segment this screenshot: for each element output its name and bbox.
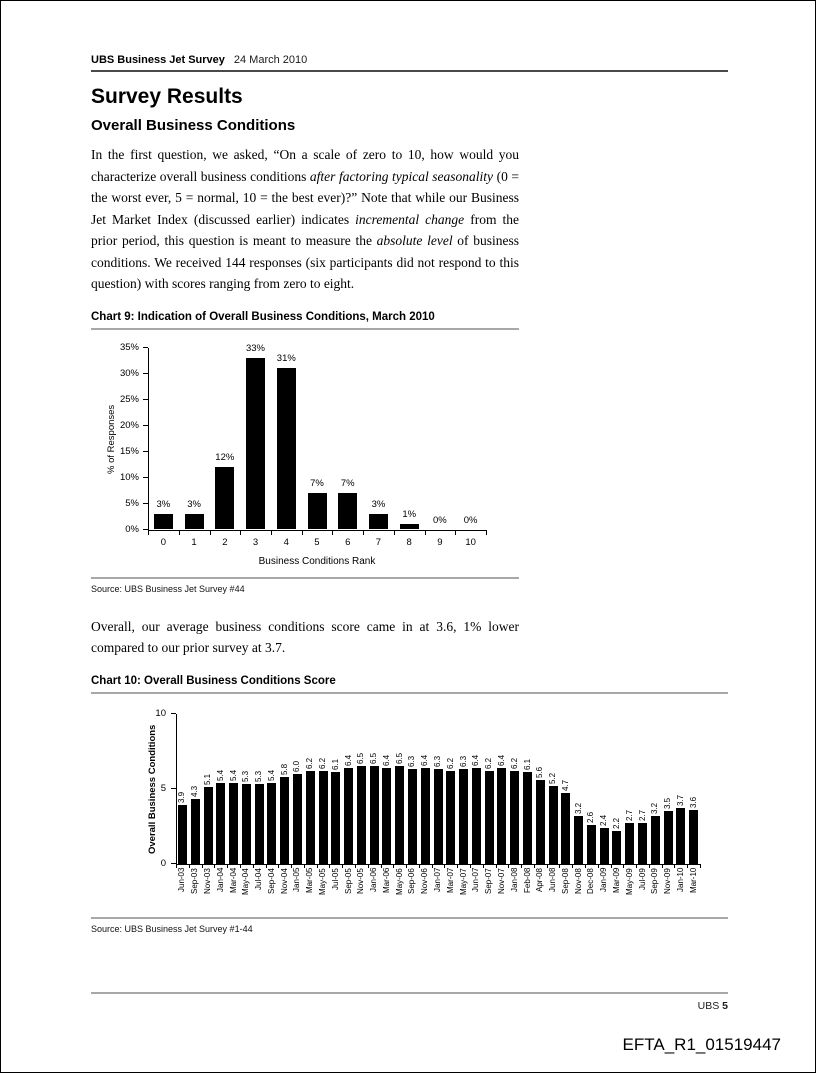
x-axis-tick: [700, 864, 701, 868]
x-axis-tick: [444, 864, 445, 868]
bar-value-label: 31%: [276, 353, 296, 365]
y-tick-label: 10: [155, 707, 166, 719]
y-tick-label: 5%: [125, 497, 139, 509]
paragraph-intro: [91, 144, 519, 295]
x-axis-tick: [317, 864, 318, 868]
bar-value-label: 3.9: [177, 791, 187, 803]
x-tick-label: Dec-08: [586, 867, 596, 894]
bar: [204, 787, 213, 864]
x-axis-tick: [649, 864, 650, 868]
section-title: Survey Results: [91, 85, 243, 108]
x-tick-label: May-04: [241, 867, 251, 895]
chart9-caption: Chart 9: Indication of Overall Business Conditions, March 2010: [91, 310, 435, 323]
x-tick-label: Sep-06: [407, 867, 417, 894]
x-tick-label: Jan-08: [509, 867, 519, 892]
x-tick-label: Mar-05: [305, 867, 315, 893]
x-tick-label: Mar-10: [688, 867, 698, 893]
bar: [293, 774, 302, 864]
x-axis-tick: [559, 864, 560, 868]
x-axis-tick: [189, 864, 190, 868]
bar: [472, 768, 481, 864]
x-tick-label: Sep-07: [484, 867, 494, 894]
y-axis-tick: [171, 713, 176, 714]
chart10-bar-chart: [91, 696, 728, 912]
bar: [369, 514, 388, 530]
x-tick-label: May-05: [318, 867, 327, 895]
chart9-top-rule: [91, 328, 519, 330]
chart9-bottom-rule: [91, 577, 519, 579]
bar: [638, 823, 647, 864]
x-axis-tick: [521, 864, 522, 868]
x-axis-tick: [302, 530, 303, 535]
x-tick-label: 9: [437, 536, 443, 548]
x-tick-label: Mar-09: [611, 867, 621, 893]
bar-value-label: 2.2: [611, 817, 621, 829]
x-axis-title: Business Conditions Rank: [258, 555, 376, 567]
x-axis-tick: [636, 864, 637, 868]
x-tick-label: Nov-06: [420, 867, 430, 894]
y-axis-tick: [143, 399, 148, 400]
bar: [267, 783, 276, 864]
x-tick-label: 3: [252, 536, 259, 548]
bar-value-label: 6.3: [458, 755, 468, 767]
x-axis-tick: [611, 864, 612, 868]
x-tick-label: Sep-04: [266, 867, 276, 894]
x-axis-tick: [271, 530, 272, 535]
bar-value-label: 6.4: [343, 754, 353, 766]
bar: [561, 793, 570, 864]
bar-value-label: 5.8: [279, 763, 289, 775]
bar-value-label: 6.2: [484, 757, 494, 769]
bar-value-label: 5.4: [228, 769, 238, 781]
bar: [408, 769, 417, 864]
page-content: [91, 1, 728, 934]
x-tick-label: Mar-04: [228, 867, 238, 893]
x-tick-label: Jan-09: [599, 867, 609, 892]
bar: [229, 783, 238, 864]
bar: [216, 783, 225, 864]
bar-value-label: 6.2: [318, 757, 327, 769]
x-tick-label: 1: [191, 536, 197, 548]
x-axis-tick: [214, 864, 215, 868]
bar-value-label: 3.2: [650, 802, 660, 814]
x-axis-tick: [547, 864, 548, 868]
text-run: from the prior period, this question is meant to measure the: [91, 211, 519, 248]
bar: [536, 780, 545, 864]
y-axis-tick: [143, 347, 148, 348]
x-tick-label: Nov-08: [573, 867, 583, 894]
bar: [497, 768, 506, 864]
bar-value-label: 2.7: [624, 809, 634, 821]
x-axis-tick: [266, 864, 267, 868]
x-axis-tick: [291, 864, 292, 868]
bar: [600, 828, 609, 864]
bar-value-label: 3%: [156, 498, 171, 510]
chart9-source: Source: UBS Business Jet Survey #44: [91, 583, 245, 594]
bar-value-label: 1%: [402, 509, 417, 521]
bar: [178, 805, 187, 864]
bar-value-label: 5.2: [548, 772, 557, 784]
x-tick-label: Nov-09: [663, 867, 672, 894]
x-axis-tick: [508, 864, 509, 868]
bar: [434, 769, 443, 864]
x-tick-label: 2: [222, 536, 228, 548]
x-tick-label: May-07: [458, 867, 468, 895]
bar: [421, 768, 430, 864]
x-tick-label: 0: [160, 536, 166, 548]
bar-value-label: 0%: [433, 514, 447, 526]
x-axis-tick: [210, 530, 211, 535]
x-axis-tick: [278, 864, 279, 868]
bar-value-label: 6.1: [330, 758, 340, 770]
bar-value-label: 6.2: [445, 757, 455, 769]
y-axis-tick: [143, 373, 148, 374]
bar: [357, 766, 366, 864]
x-axis-tick: [304, 864, 305, 868]
footer-page: 5: [722, 1000, 728, 1012]
y-tick-label: 0: [160, 857, 166, 869]
x-axis-tick: [202, 864, 203, 868]
bar: [242, 784, 251, 864]
chart10-bottom-rule: [91, 917, 728, 919]
x-axis-tick: [598, 864, 599, 868]
x-axis-tick: [486, 530, 487, 535]
x-tick-label: Jul-05: [330, 867, 340, 890]
y-tick-label: 20%: [119, 419, 139, 431]
subsection-title: Overall Business Conditions: [91, 117, 296, 134]
bar-value-label: 6.4: [496, 754, 506, 766]
y-axis-tick: [171, 788, 176, 789]
y-axis-title: Overall Business Conditions: [147, 723, 158, 854]
bar: [185, 514, 204, 530]
bar: [574, 816, 583, 864]
x-axis-tick: [687, 864, 688, 868]
bar-value-label: 6.3: [433, 755, 442, 767]
bar-value-label: 2.7: [637, 809, 647, 821]
x-tick-label: Jan-07: [433, 867, 442, 892]
bar-value-label: 3.5: [663, 797, 672, 809]
x-axis-tick: [227, 864, 228, 868]
y-tick-label: 10%: [119, 471, 139, 483]
document-id: EFTA_R1_01519447: [622, 1035, 781, 1054]
x-tick-label: 5: [314, 536, 320, 548]
chart10-source: Source: UBS Business Jet Survey #1-44: [91, 923, 253, 934]
x-axis-tick: [148, 530, 149, 535]
bar-value-label: 5.6: [535, 766, 545, 778]
bar-value-label: 4.3: [190, 785, 200, 797]
x-tick-label: Mar-07: [445, 867, 455, 893]
bar-value-label: 6.5: [394, 752, 404, 764]
bar: [370, 766, 379, 864]
y-tick-label: 0%: [125, 523, 139, 535]
x-axis-tick: [457, 864, 458, 868]
bar-value-label: 3.7: [675, 794, 685, 806]
bar: [587, 825, 596, 864]
y-axis-tick: [143, 425, 148, 426]
bar-value-label: 6.4: [381, 754, 391, 766]
x-axis-tick: [363, 530, 364, 535]
bar: [246, 358, 265, 530]
bar-value-label: 0%: [463, 514, 478, 526]
x-tick-label: May-06: [394, 867, 404, 895]
italic-text-run: incremental change: [355, 211, 465, 227]
bar-value-label: 12%: [215, 452, 235, 464]
x-axis-tick: [179, 530, 180, 535]
x-tick-label: Feb-08: [522, 867, 532, 893]
y-axis-tick: [143, 451, 148, 452]
bar-value-label: 7%: [340, 478, 355, 490]
x-axis-tick: [455, 530, 456, 535]
x-axis-tick: [240, 864, 241, 868]
page-footer: [91, 987, 728, 1012]
x-tick-label: Jul-09: [637, 867, 647, 890]
bar: [485, 771, 494, 864]
bar-value-label: 6.1: [522, 758, 532, 770]
bar-value-label: 6.3: [407, 755, 417, 767]
y-tick-label: 5: [160, 782, 166, 794]
italic-text-run: absolute level: [376, 233, 453, 248]
doc-header-date: 24 March 2010: [233, 54, 308, 66]
x-axis-tick: [585, 864, 586, 868]
x-tick-label: 8: [406, 536, 412, 548]
bar: [523, 772, 532, 864]
bar-value-label: 5.1: [203, 773, 212, 785]
x-axis-tick: [534, 864, 535, 868]
bar-value-label: 6.4: [420, 754, 430, 766]
bar: [338, 493, 357, 529]
x-tick-label: Nov-07: [496, 867, 506, 894]
x-tick-label: 4: [283, 536, 289, 548]
bar-value-label: 7%: [310, 478, 324, 490]
x-tick-label: Nov-04: [279, 867, 289, 894]
bar: [382, 768, 391, 864]
x-tick-label: Sep-08: [560, 867, 570, 894]
x-tick-label: Nov-05: [356, 867, 366, 894]
bar: [191, 799, 200, 864]
x-axis-tick: [332, 530, 333, 535]
chart10-top-rule: [91, 692, 728, 694]
x-tick-label: 6: [345, 536, 351, 548]
bar-value-label: 3%: [371, 498, 386, 510]
x-tick-label: 7: [375, 536, 382, 548]
x-axis-tick: [240, 530, 241, 535]
x-tick-label: Jan-10: [675, 867, 685, 892]
x-axis-tick: [419, 864, 420, 868]
y-tick-label: 30%: [119, 367, 139, 379]
bar: [154, 514, 173, 530]
bar-value-label: 3.6: [688, 796, 698, 808]
y-tick-label: 25%: [119, 393, 139, 405]
x-axis-tick: [253, 864, 254, 868]
x-axis-tick: [674, 864, 675, 868]
x-axis-tick: [662, 864, 663, 868]
text-run: (0 = the worst ever, 5 = normal, 10 = the best ever)?” Note that while our Business Jet Market Index (discussed earlier) indicates: [91, 168, 519, 227]
bar-value-label: 33%: [245, 342, 265, 354]
bar: [510, 771, 519, 864]
x-tick-label: Sep-03: [190, 867, 200, 894]
x-axis-tick: [393, 864, 394, 868]
bar: [344, 768, 353, 864]
bar-value-label: 3%: [187, 498, 201, 510]
bar-value-label: 2.6: [586, 811, 596, 823]
text-run: of business conditions. We received 144 responses (six participants did not respond to this question) with scores ranging from zero to eight.: [91, 233, 519, 291]
x-tick-label: Sep-05: [343, 867, 353, 894]
x-tick-label: Apr-08: [535, 867, 545, 892]
bar-value-label: 2.4: [599, 814, 609, 826]
bar: [319, 771, 328, 864]
x-tick-label: Jun-03: [177, 867, 187, 892]
bar-value-label: 5.3: [254, 770, 264, 782]
bar: [306, 771, 315, 864]
footer-rule: [91, 992, 728, 994]
paragraph-average-score: Overall, our average business conditions score came in at 3.6, 1% lower compared to our prior survey at 3.7.: [91, 618, 519, 655]
doc-header-title: UBS Business Jet Survey: [91, 54, 225, 66]
x-tick-label: Mar-06: [381, 867, 391, 893]
y-axis-tick: [143, 477, 148, 478]
bar: [459, 769, 468, 864]
x-axis-tick: [425, 530, 426, 535]
bar-value-label: 5.4: [215, 769, 225, 781]
bar-value-label: 6.5: [369, 752, 379, 764]
chart10-caption: Chart 10: Overall Business Conditions Score: [91, 674, 336, 687]
bar-value-label: 6.4: [471, 754, 481, 766]
x-axis-tick: [368, 864, 369, 868]
italic-text-run: after factoring typical seasonality: [309, 168, 494, 184]
x-axis-tick: [381, 864, 382, 868]
x-tick-label: Jul-04: [254, 867, 264, 890]
x-axis-tick: [176, 864, 177, 868]
x-axis-tick: [432, 864, 433, 868]
x-axis-tick: [329, 864, 330, 868]
bar: [612, 831, 621, 864]
x-tick-label: 10: [465, 536, 476, 548]
bar-value-label: 6.2: [509, 757, 519, 769]
y-axis-title: % of Responses: [106, 403, 117, 474]
x-axis-tick: [572, 864, 573, 868]
x-axis-tick: [355, 864, 356, 868]
bar: [395, 766, 404, 864]
bar: [689, 810, 698, 864]
y-tick-label: 15%: [119, 445, 139, 457]
x-axis-tick: [483, 864, 484, 868]
x-tick-label: Jun-07: [471, 867, 481, 892]
y-tick-label: 35%: [119, 341, 139, 353]
bar: [280, 777, 289, 864]
x-axis-tick: [496, 864, 497, 868]
footer-page-number: [91, 1000, 728, 1012]
x-tick-label: May-09: [624, 867, 634, 895]
x-axis-tick: [394, 530, 395, 535]
footer-brand: UBS: [697, 1000, 720, 1012]
bar: [400, 524, 419, 529]
doc-header: [91, 54, 728, 66]
bar-value-label: 5.3: [241, 770, 251, 782]
x-tick-label: Jun-08: [548, 867, 557, 892]
header-rule: [91, 70, 728, 72]
bar-value-label: 3.2: [573, 802, 583, 814]
chart9-bar-chart: [91, 332, 519, 572]
bar-value-label: 6.0: [292, 760, 302, 772]
bar-value-label: 6.2: [305, 757, 315, 769]
bar: [308, 493, 327, 529]
x-tick-label: Jan-04: [215, 867, 225, 892]
x-tick-label: Jan-05: [292, 867, 302, 892]
bar: [215, 467, 234, 529]
bar-value-label: 4.7: [560, 779, 570, 791]
bar: [664, 811, 673, 864]
text-run: In the first question, we asked, “On a scale of zero to 10, how would you characterize overall business conditions: [91, 147, 519, 184]
bar: [651, 816, 660, 864]
x-tick-label: Jan-06: [369, 867, 379, 892]
x-axis-tick: [342, 864, 343, 868]
bar: [549, 786, 558, 864]
bar: [676, 808, 685, 864]
x-tick-label: Sep-09: [650, 867, 660, 894]
x-axis-tick: [623, 864, 624, 868]
x-axis-tick: [470, 864, 471, 868]
x-axis-tick: [406, 864, 407, 868]
bar: [331, 772, 340, 864]
bar: [277, 368, 296, 529]
x-tick-label: Nov-03: [203, 867, 212, 894]
bar: [446, 771, 455, 864]
bar: [255, 784, 264, 864]
bar: [625, 823, 634, 864]
bar-value-label: 6.5: [356, 752, 366, 764]
bar-value-label: 5.4: [266, 769, 276, 781]
